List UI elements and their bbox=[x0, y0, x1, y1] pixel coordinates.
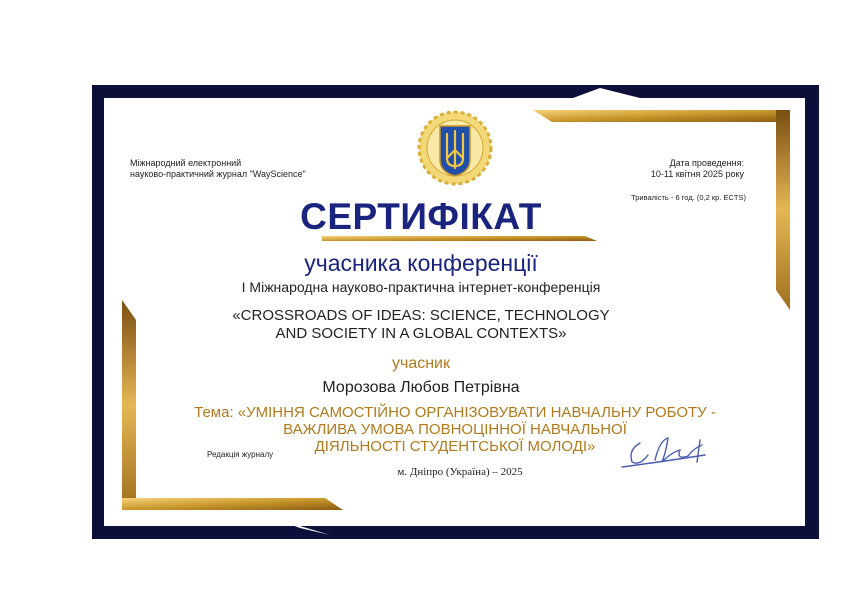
journal-line-2: науково-практичний журнал "WayScience" bbox=[130, 169, 306, 179]
bottom-left-white-cut bbox=[265, 515, 330, 535]
bottom-left-gold-bar bbox=[122, 498, 343, 510]
participant-role: учасник bbox=[391, 355, 450, 372]
report-topic bbox=[0, 404, 842, 455]
coat-of-arms-emblem bbox=[419, 112, 491, 184]
topic-line-3: ДІЯЛЬНОСТІ СТУДЕНТСЬКОЇ МОЛОДІ» bbox=[314, 438, 596, 455]
topic-line-1: Тема: «УМІННЯ САМОСТІЙНО ОРГАНІЗОВУВАТИ НАВЧАЛЬНУ РОБОТУ - bbox=[194, 404, 716, 421]
editor-label: Редакція журналу bbox=[207, 450, 274, 459]
top-right-white-cut bbox=[573, 88, 640, 110]
city-year: м. Дніпро (Україна) – 2025 bbox=[397, 466, 523, 478]
date-label: Дата проведення: bbox=[669, 158, 744, 168]
participant-name: Морозова Любов Петрівна bbox=[322, 379, 520, 396]
date-value: 10-11 квітня 2025 року bbox=[650, 169, 744, 179]
topic-line-2: ВАЖЛИВА УМОВА ПОВНОЦІННОЇ НАВЧАЛЬНОЇ bbox=[283, 421, 627, 438]
conference-name-line-1: «CROSSROADS OF IDEAS: SCIENCE, TECHNOLOGY bbox=[232, 307, 610, 324]
certificate-subtitle: учасника конференції bbox=[304, 250, 538, 276]
duration-text: Тривалість - 6 год. (0,2 кр. ECTS) bbox=[631, 193, 746, 202]
conference-name-line-2: AND SOCIETY IN A GLOBAL CONTEXTS» bbox=[275, 325, 567, 342]
journal-line-1: Міжнародний електронний bbox=[130, 158, 242, 168]
journal-name bbox=[130, 158, 306, 180]
conference-name bbox=[0, 307, 842, 343]
event-date bbox=[651, 158, 744, 180]
top-right-gold-bar bbox=[533, 110, 790, 122]
certificate-title: СЕРТИФІКАТ bbox=[300, 196, 542, 237]
conference-type: І Міжнародна науково-практична інтернет-конференція bbox=[241, 279, 601, 295]
